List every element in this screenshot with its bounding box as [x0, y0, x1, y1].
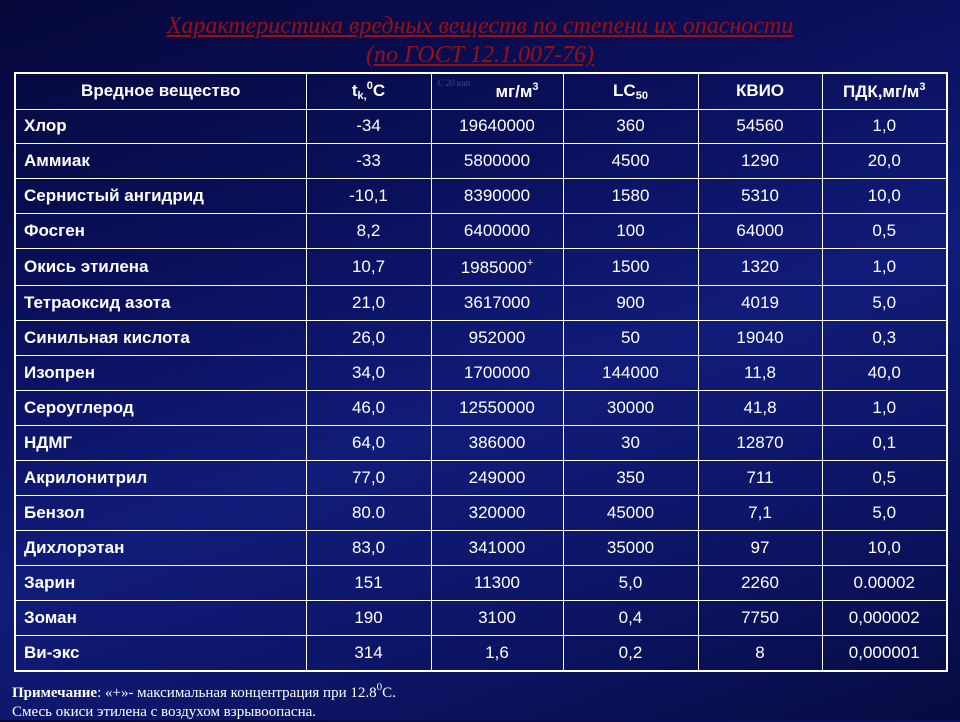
header-substance: Вредное вещество	[15, 73, 306, 109]
cell-substance: Бензол	[15, 495, 306, 530]
cell-substance: Тетраоксид азота	[15, 286, 306, 321]
cell-concentration: 19640000	[431, 109, 563, 144]
cell-lc50: 144000	[563, 355, 698, 390]
cell-kvio: 8	[698, 635, 822, 671]
cell-substance: Зарин	[15, 565, 306, 600]
cell-lc50: 0,2	[563, 635, 698, 671]
cell-pdk: 1,0	[822, 109, 947, 144]
table-row	[15, 495, 947, 530]
cell-tk: 190	[306, 600, 431, 635]
cell-kvio: 19040	[698, 320, 822, 355]
header-tk: $t_{k,}^0C$	[306, 73, 431, 109]
cell-kvio: 4019	[698, 286, 822, 321]
cell-lc50: 30000	[563, 390, 698, 425]
cell-concentration: 3617000	[431, 286, 563, 321]
table-row	[15, 425, 947, 460]
cell-substance: Синильная кислота	[15, 320, 306, 355]
cell-substance: Ви-экс	[15, 635, 306, 671]
table-row	[15, 249, 947, 286]
cell-lc50: 35000	[563, 530, 698, 565]
title-line-1: Характеристика вредных веществ по степени их опасности	[166, 13, 794, 39]
cell-lc50: 900	[563, 286, 698, 321]
cell-concentration: 386000	[431, 425, 563, 460]
table-row	[15, 109, 947, 144]
table-row	[15, 355, 947, 390]
footnote	[12, 678, 396, 722]
cell-substance: НДМГ	[15, 425, 306, 460]
table-row	[15, 565, 947, 600]
cell-concentration: 952000	[431, 320, 563, 355]
cell-pdk: 40,0	[822, 355, 947, 390]
header-lc50: $LC_{50}$	[563, 73, 698, 109]
table-header-row	[15, 73, 947, 109]
cell-tk: 21,0	[306, 286, 431, 321]
cell-lc50: 4500	[563, 144, 698, 179]
cell-concentration: 6400000	[431, 214, 563, 249]
cell-kvio: 97	[698, 530, 822, 565]
cell-pdk: 0,5	[822, 214, 947, 249]
cell-pdk: 0,1	[822, 425, 947, 460]
cell-concentration: 1985000+	[431, 249, 563, 286]
cell-kvio: 54560	[698, 109, 822, 144]
cell-pdk: 0,5	[822, 460, 947, 495]
table-row	[15, 460, 947, 495]
cell-tk: -10,1	[306, 179, 431, 214]
table-row	[15, 286, 947, 321]
cell-kvio: 1320	[698, 249, 822, 286]
cell-concentration: 5800000	[431, 144, 563, 179]
cell-substance: Сероуглерод	[15, 390, 306, 425]
cell-substance: Зоман	[15, 600, 306, 635]
cell-tk: 10,7	[306, 249, 431, 286]
cell-lc50: 5,0	[563, 565, 698, 600]
cell-pdk: 5,0	[822, 286, 947, 321]
cell-kvio: 7750	[698, 600, 822, 635]
cell-tk: 8,2	[306, 214, 431, 249]
cell-tk: 77,0	[306, 460, 431, 495]
cell-concentration: 8390000	[431, 179, 563, 214]
cell-lc50: 0,4	[563, 600, 698, 635]
cell-kvio: 711	[698, 460, 822, 495]
table-row	[15, 390, 947, 425]
cell-substance: Сернистый ангидрид	[15, 179, 306, 214]
cell-pdk: 1,0	[822, 390, 947, 425]
cell-pdk: 1,0	[822, 249, 947, 286]
hazard-table	[14, 72, 948, 672]
header-concentration: C 20 кип $мг/м^3$	[431, 73, 563, 109]
cell-kvio: 2260	[698, 565, 822, 600]
cell-substance: Хлор	[15, 109, 306, 144]
header-concentration-faint-label: C 20 кип	[437, 78, 471, 88]
cell-tk: 34,0	[306, 355, 431, 390]
cell-tk: 46,0	[306, 390, 431, 425]
cell-concentration: 1,6	[431, 635, 563, 671]
cell-concentration: 3100	[431, 600, 563, 635]
cell-substance: Аммиак	[15, 144, 306, 179]
cell-tk: 83,0	[306, 530, 431, 565]
cell-lc50: 1500	[563, 249, 698, 286]
cell-lc50: 45000	[563, 495, 698, 530]
cell-pdk: 10,0	[822, 179, 947, 214]
cell-tk: 26,0	[306, 320, 431, 355]
cell-kvio: 12870	[698, 425, 822, 460]
cell-kvio: 41,8	[698, 390, 822, 425]
cell-concentration: 249000	[431, 460, 563, 495]
header-pdk: $ПДК,мг/м^3$	[822, 73, 947, 109]
cell-pdk: 0.00002	[822, 565, 947, 600]
page-title	[0, 12, 960, 70]
cell-tk: -34	[306, 109, 431, 144]
cell-kvio: 1290	[698, 144, 822, 179]
cell-lc50: 350	[563, 460, 698, 495]
cell-concentration: 320000	[431, 495, 563, 530]
cell-pdk: 0,000001	[822, 635, 947, 671]
cell-pdk: 5,0	[822, 495, 947, 530]
cell-pdk: 0,000002	[822, 600, 947, 635]
cell-substance: Изопрен	[15, 355, 306, 390]
cell-substance: Фосген	[15, 214, 306, 249]
cell-concentration: 12550000	[431, 390, 563, 425]
table-row	[15, 635, 947, 671]
header-kvio: КВИО	[698, 73, 822, 109]
cell-lc50: 1580	[563, 179, 698, 214]
cell-kvio: 11,8	[698, 355, 822, 390]
table-row	[15, 179, 947, 214]
cell-tk: 151	[306, 565, 431, 600]
cell-substance: Дихлорэтан	[15, 530, 306, 565]
cell-tk: 80.0	[306, 495, 431, 530]
table-row	[15, 214, 947, 249]
cell-lc50: 100	[563, 214, 698, 249]
cell-substance: Акрилонитрил	[15, 460, 306, 495]
table-row	[15, 320, 947, 355]
footnote-line-1: Примечание: «+»- максимальная концентрация при 12.8$^0$С.	[12, 681, 396, 701]
cell-kvio: 5310	[698, 179, 822, 214]
cell-lc50: 50	[563, 320, 698, 355]
cell-pdk: 10,0	[822, 530, 947, 565]
cell-concentration: 11300	[431, 565, 563, 600]
cell-tk: -33	[306, 144, 431, 179]
max-concentration-marker: +	[526, 256, 534, 269]
cell-pdk: 0,3	[822, 320, 947, 355]
table-row	[15, 530, 947, 565]
cell-lc50: 30	[563, 425, 698, 460]
cell-pdk: 20,0	[822, 144, 947, 179]
table-row	[15, 600, 947, 635]
cell-concentration: 1700000	[431, 355, 563, 390]
cell-substance: Окись этилена	[15, 249, 306, 286]
footnote-line-2: Смесь окиси этилена с воздухом взрывоопасна.	[12, 704, 317, 720]
cell-concentration: 341000	[431, 530, 563, 565]
title-line-2: (по ГОСТ 12.1.007-76)	[366, 42, 594, 68]
cell-tk: 314	[306, 635, 431, 671]
cell-lc50: 360	[563, 109, 698, 144]
table-row	[15, 144, 947, 179]
cell-tk: 64,0	[306, 425, 431, 460]
cell-kvio: 64000	[698, 214, 822, 249]
cell-kvio: 7,1	[698, 495, 822, 530]
